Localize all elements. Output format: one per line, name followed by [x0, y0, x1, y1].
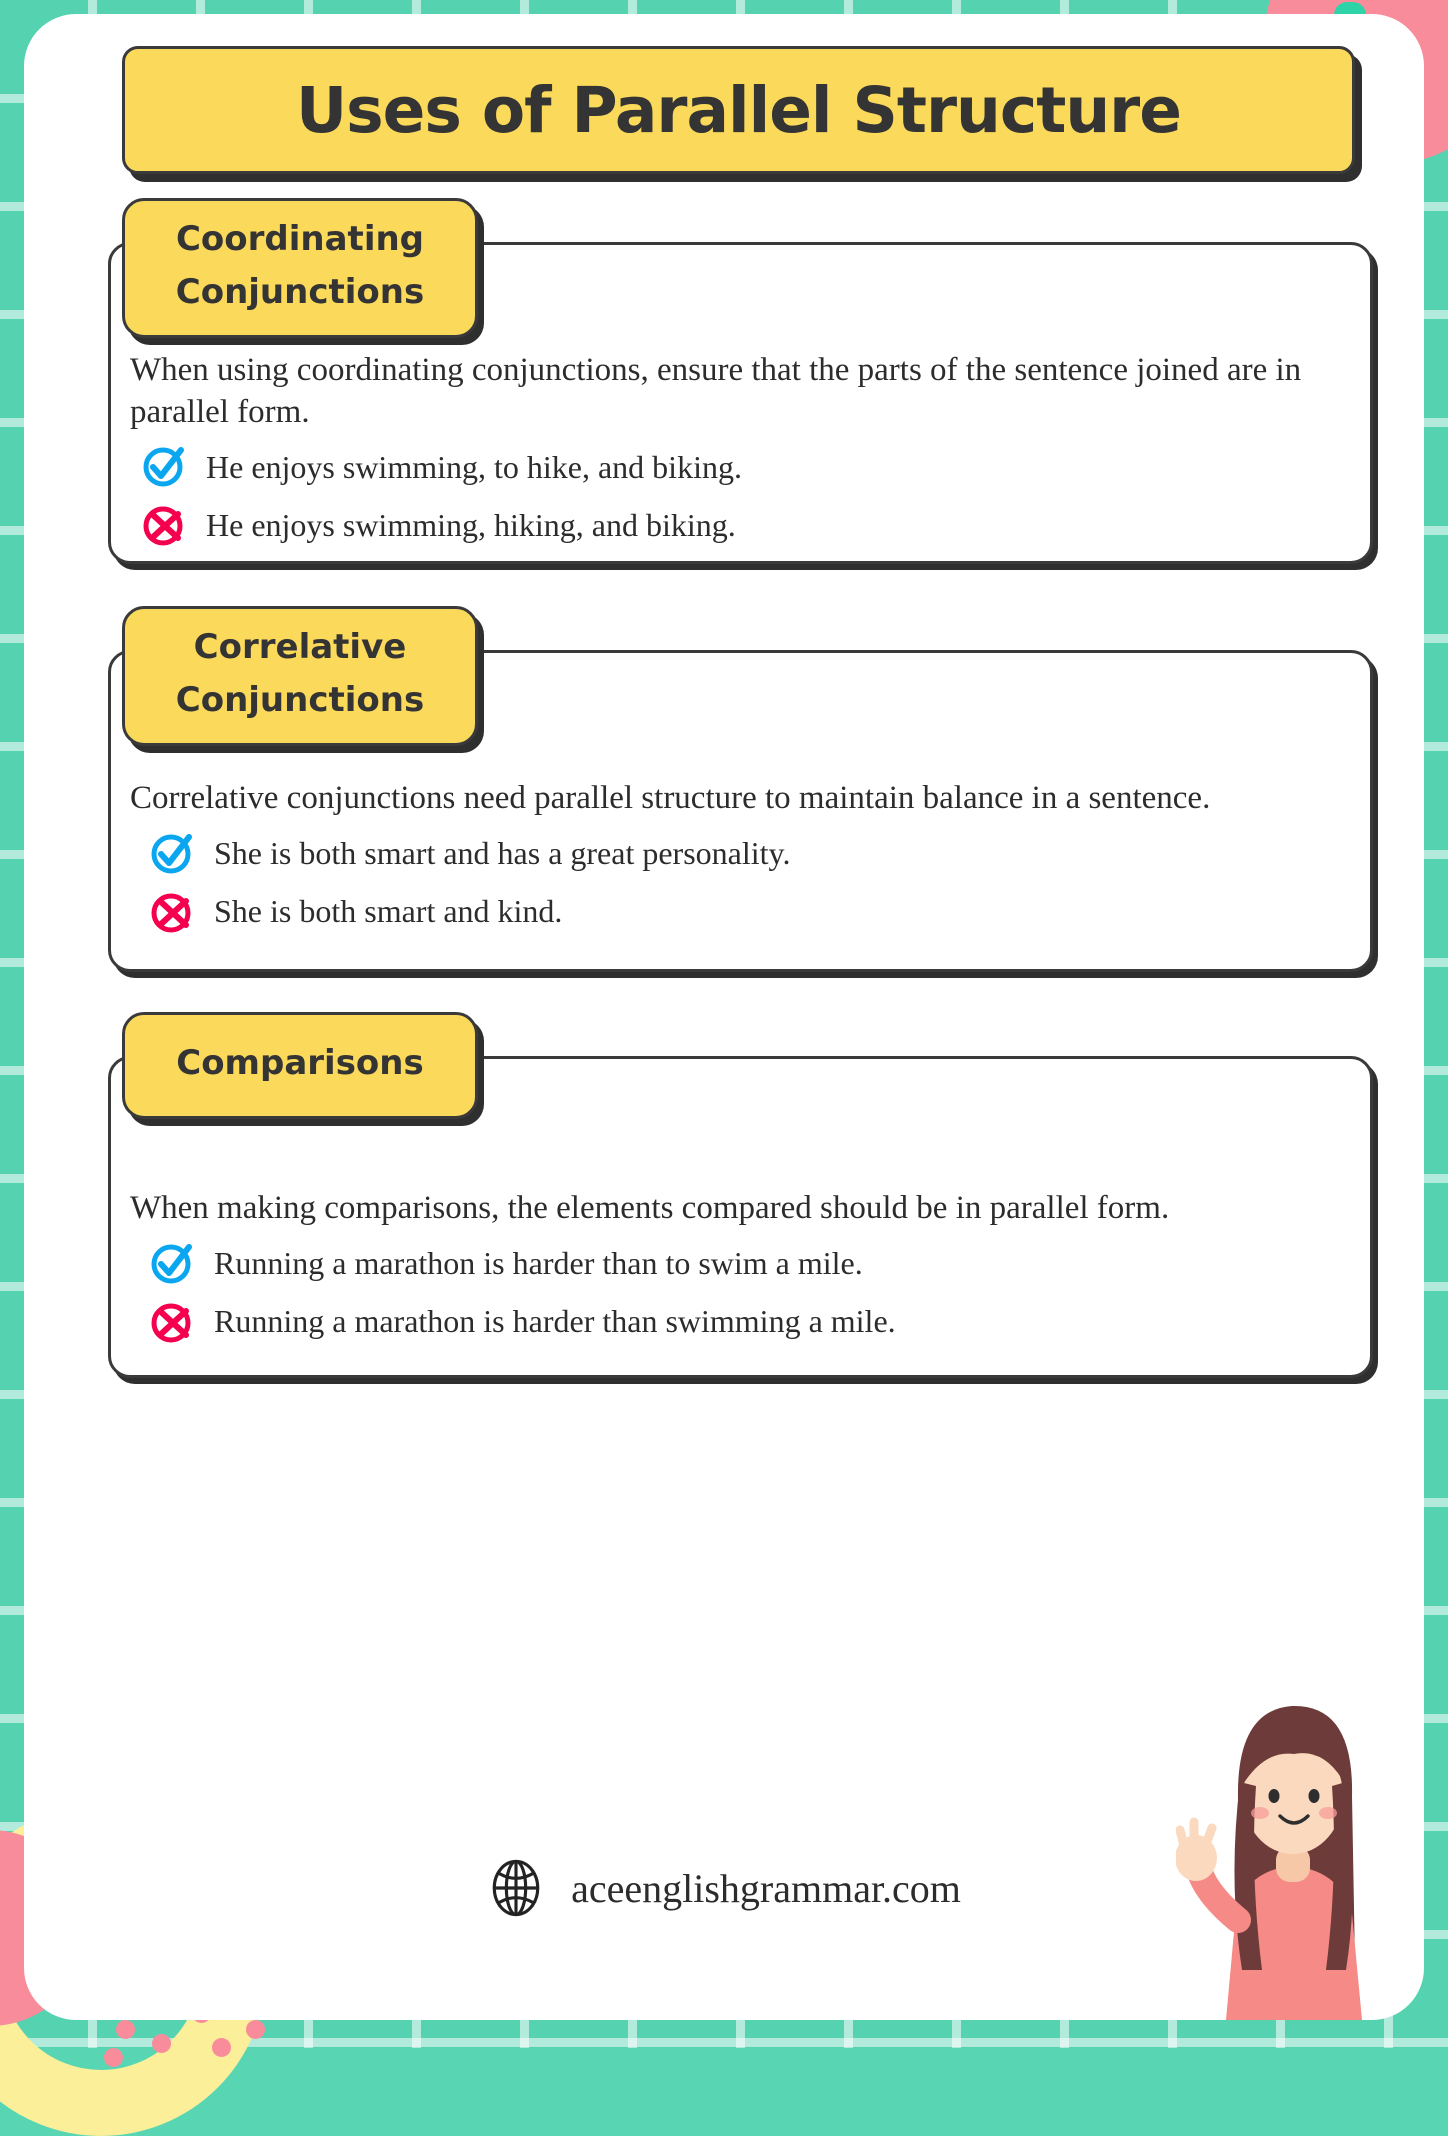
example-row [130, 501, 1343, 549]
section-description: Correlative conjunctions need parallel structure to maintain balance in a sentence. [130, 780, 1211, 816]
section-description: When using coordinating conjunctions, ensure that the parts of the sentence joined are in parallel form. [130, 352, 1302, 430]
mascot-illustration [1176, 1670, 1406, 2020]
section-badge-line: Coordinating [175, 219, 425, 259]
section-badge-line: Correlative [193, 627, 407, 667]
example-row [130, 443, 1343, 491]
example-text: She is both smart and has a great personality. [214, 835, 791, 872]
globe-icon [487, 1859, 545, 1917]
cross-circle-icon [148, 1298, 196, 1346]
section-description: When making comparisons, the elements compared should be in parallel form. [130, 1190, 1170, 1226]
example-text: Running a marathon is harder than to swim a mile. [214, 1245, 863, 1282]
section-coordinating-conjunctions [108, 219, 1373, 564]
section-badge [122, 198, 478, 338]
website-url: aceenglishgrammar.com [571, 1865, 961, 1911]
section-badge-line: Conjunctions [175, 680, 425, 721]
example-row [130, 1240, 1343, 1288]
section-badge [122, 1012, 478, 1119]
section-comparisons [108, 1043, 1373, 1378]
cross-circle-icon [140, 501, 188, 549]
section-correlative-conjunctions [108, 627, 1373, 972]
section-badge-line: Comparisons [176, 1043, 424, 1083]
check-circle-icon [140, 443, 188, 491]
section-badge-line: Conjunctions [175, 272, 425, 313]
page-title: Uses of Parallel Structure [296, 73, 1181, 147]
example-text: He enjoys swimming, to hike, and biking. [206, 448, 742, 485]
example-row [130, 830, 1343, 878]
check-circle-icon [148, 830, 196, 878]
example-text: She is both smart and kind. [214, 893, 563, 930]
example-row [130, 1298, 1343, 1346]
example-text: He enjoys swimming, hiking, and biking. [206, 506, 736, 543]
check-circle-icon [148, 1240, 196, 1288]
example-row [130, 888, 1343, 936]
poster-card [24, 14, 1424, 2020]
example-text: Running a marathon is harder than swimming a mile. [214, 1303, 896, 1340]
title-banner [122, 46, 1355, 174]
cross-circle-icon [148, 888, 196, 936]
section-badge [122, 606, 478, 746]
